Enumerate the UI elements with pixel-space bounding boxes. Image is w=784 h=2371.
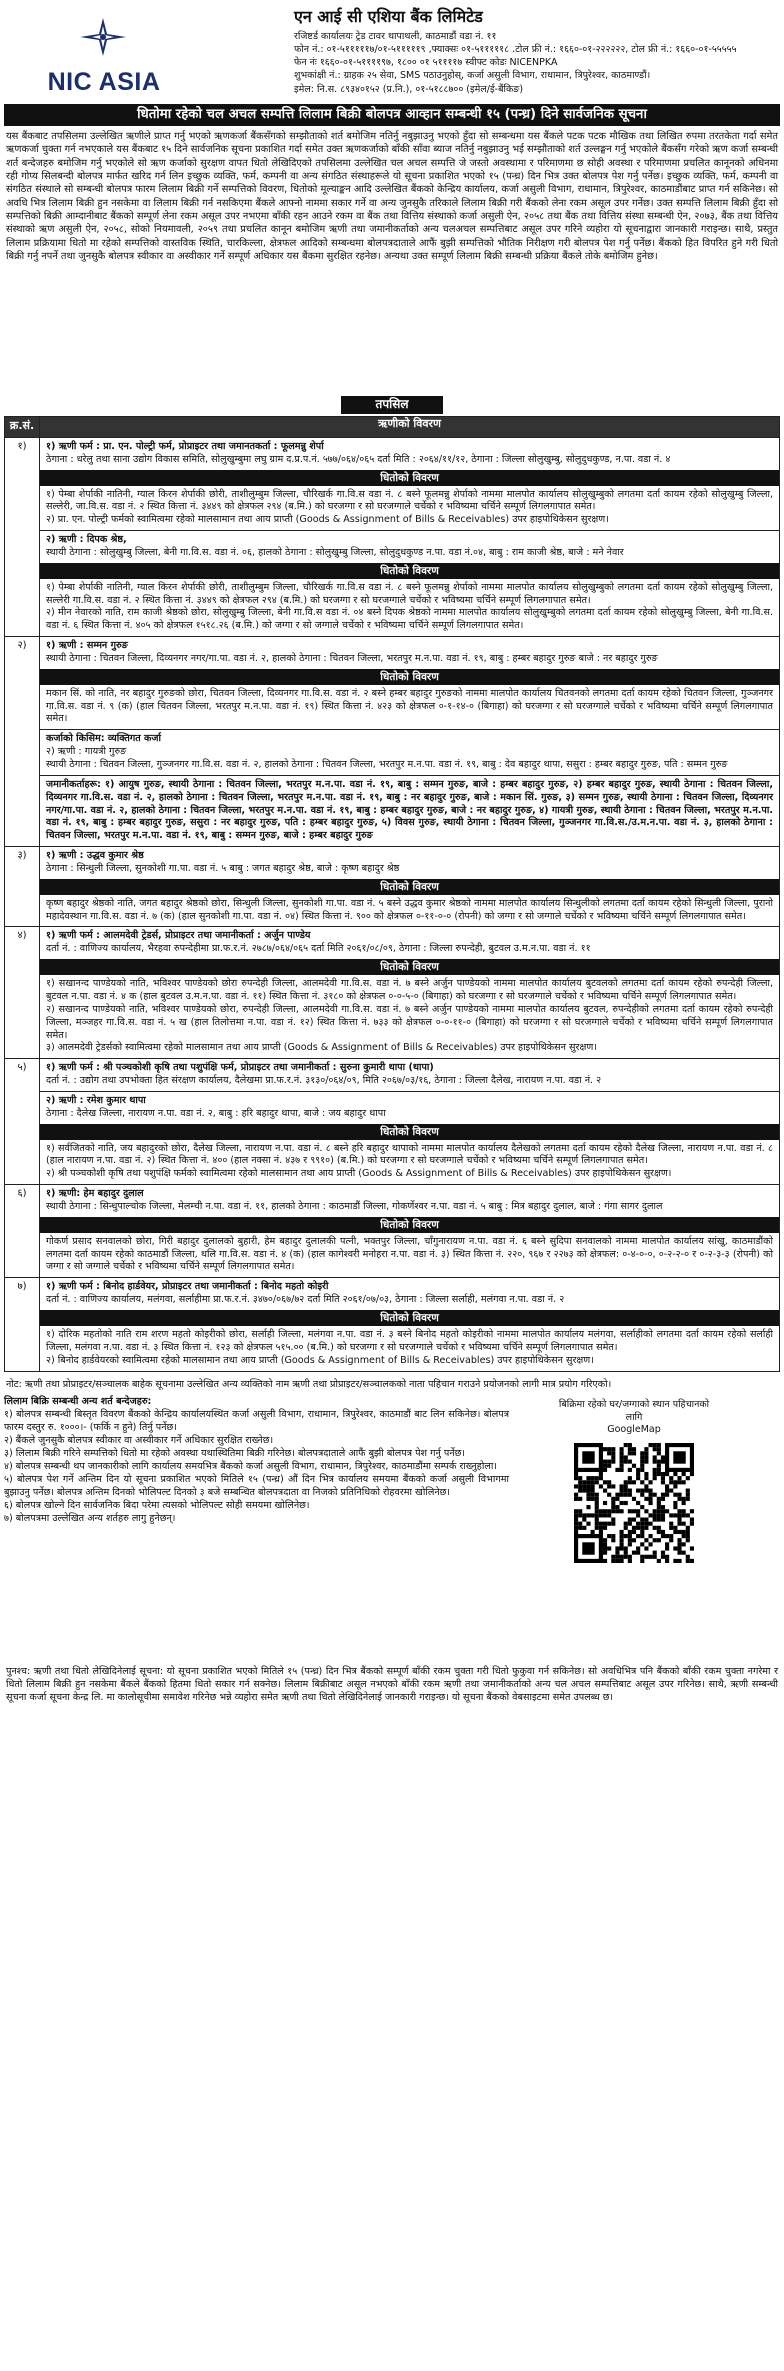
detail-line: २) ऋणी : गायत्री गुरुङ xyxy=(46,746,127,758)
column-header-sn: क्र.सं. xyxy=(5,416,40,437)
detail-line: स्थायी ठेगाना : सिन्धुपाल्चोक जिल्ला, मेलम्ची न.पा. वडा नं. ११, हालको ठेगाना : काठमाडौं जिल्ला, गोकर्णेश्वर न.पा. वडा नं. ५ बाबु : मित्र बहादुर दुलाल, बाजे : गंगा सागर दुलाल xyxy=(46,1200,663,1212)
table-row xyxy=(5,1185,780,1278)
tapsil-heading-wrap xyxy=(4,396,780,414)
detail-line: २) प्रा. एन. पोल्ट्री फर्मको स्वामित्वमा रहेको मालसामान तथा आय प्राप्ती (Goods & Assignment of Bills & Receivables) उपर हाइपोथिकेसन सुरक्षण। xyxy=(46,514,609,526)
detail-line: दर्ता नं. : उद्योग तथा उपभोक्ता हित संरक्षण कार्यालय, दैलेखमा प्रा.फ.र.नं. ३१३०/०६४/०९, मिति २०६७/०३/१६, ठेगाना : जिल्ला दैलेख, नारायण न.पा. वडा नं. २ xyxy=(46,1075,602,1087)
detail-line: २) बिनोद हार्डवेयरको स्वामित्वमा रहेको मालसामान तथा आय प्राप्ती (Goods & Assignment of Bills & Receivables) उपर हाइपोथिकेसन सुरक्षण। xyxy=(46,1354,594,1366)
row-detail xyxy=(40,637,780,847)
detail-line: ठेगाना : सिन्धुली जिल्ला, सुनकोशी गा.पा. वडा नं. ५ बाबु : जगत बहादुर श्रेष्ठ, बाजे : कृष्ण बहादुर श्रेष्ठ xyxy=(46,862,400,874)
table-row xyxy=(5,1059,780,1185)
bank-contact-info xyxy=(294,6,774,96)
contact-line: फेन नंः १६६०-०१-५११११९७, १८०० ०१ ५११११७ स्वीफ्ट कोडः NICENPKA xyxy=(294,57,558,69)
detail-line: १) ऋणी : सम्मन गुरुङ xyxy=(46,640,128,652)
detail-block xyxy=(40,1185,779,1217)
table-body xyxy=(5,437,780,1371)
detail-line: ठेगाना : दैलेख जिल्ला, नारायण न.पा. वडा नं. २, बाबु : हरि बहादुर थापा, बाजे : जय बहादुर थापा xyxy=(46,1107,386,1119)
detail-line: २) ऋणी : रमेश कुमार थापा xyxy=(46,1094,146,1106)
nic-asia-logo-icon xyxy=(78,16,128,58)
detail-block xyxy=(40,1091,779,1124)
contact-line: शुभकांक्षी नं.: ग्राहक २५ सेवा, SMS पठाउनुहोस्, कर्जा असुली विभाग, राधामान, त्रिपुरेश्वर, काठमाण्डौं। xyxy=(294,70,651,82)
detail-line: दर्ता नं. : वाणिज्य कार्यालय, भैरहवा रुपन्देहीमा प्रा.फ.र.नं. २७८७/०६४/०६५ दर्ता मिति २०६१/०८/०९, ठेगाना : जिल्ला रुपन्देही, बुटवल उ.म.न.पा. वडा नं. ११ xyxy=(46,943,591,955)
collateral-subheading: धितोको विवरण xyxy=(40,669,779,685)
contact-line: रजिष्टर्ड कार्यालयः ट्रेड टावर थापाथली, काठमाडौं वडा नं. ११ xyxy=(294,31,497,43)
row-detail xyxy=(40,847,780,927)
detail-block xyxy=(40,775,779,846)
detail-line: स्थायी ठेगाना : चितवन जिल्ला, गुञ्जनगर गा.वि.स. वडा नं. २, हालको ठेगाना : चितवन जिल्ला, भरतपुर म.न.पा. वडा नं. १९, बाबु : देव बहादुर थापा, ससुरा : हम्बर बहादुर गुरुङ, पति : सम्मन गुरुङ xyxy=(46,759,728,771)
detail-block xyxy=(40,895,779,927)
detail-block xyxy=(40,579,779,636)
table-row xyxy=(5,847,780,927)
detail-block xyxy=(40,927,779,959)
detail-line: १) सखानन्द पाण्डेयको नाति, भविश्वर पाण्डेयको छोरा रुपन्देही जिल्ला, आलमदेवी गा.वि.स. वडा नं. ७ बस्ने अर्जुन पाण्डेयको नाममा मालपोत कार्यालय बुटवलको लगतमा दर्ता कायम रहेको रुपन्देही जिल्ला, बुटवल न.पा. वडा नं. ४ क (हाल बुटवल उ.म.न.पा. वडा नं. ११) स्थित कित्ता नं. ३१८० को क्षेत्रफल ०-०-५-० (बिगाहा) को घरजग्गा र सो घरजग्गाले चर्चेको र भविष्यमा चर्चिने सम्पूर्ण लिगलगापात समेत। xyxy=(46,978,773,1002)
row-serial: ७) xyxy=(5,1278,40,1371)
collateral-subheading: धितोको विवरण xyxy=(40,470,779,486)
column-header-detail: ऋणीको विवरण xyxy=(40,416,780,437)
detail-line: २) ऋणी : दिपक श्रेष्ठ, xyxy=(46,534,127,546)
detail-line: ३) आलमदेवी ट्रेडर्सको स्वामित्वमा रहेको मालसामान तथा आय प्राप्ती (Goods & Assignment of Bills & Receivables) उपर हाइपोथिकेसन सुरक्षण। xyxy=(46,1042,597,1054)
detail-block xyxy=(40,685,779,730)
bank-name: एन आई सी एशिया बैंक लिमिटेड xyxy=(294,7,483,26)
row-serial: १) xyxy=(5,437,40,636)
table-header-row xyxy=(5,416,780,437)
notice-body: यस बैंकबाट तपसिलमा उल्लेखित ऋणीले प्राप्त गर्नु भएको ऋणकर्जा बैंकसँगको सम्झौताको शर्त बमोजिम नतिर्नु नबुझाउनु भएको हुँदा सो सम्बन्धमा यस बैंकले पटक पटक मौखिक तथा लिखित रुपमा तरतकेता गर्दा समेत ऋणकर्जा चुक्ता गर्न नभएकाले यस बैंकबाट १५ दिने सार्वजनिक सूचना प्रकाशित गर्दा समेत उक्त ऋणकर्जाको बाँकी साँवा ब्याज नतिर्नु नबुझाउनु भई सम्झौताको शर्त उल्लङ्घन गर्नु भएकोले बैंकसँग गरेको ऋण कर्जा सम्बन्धी शर्त बन्देजहरु बमोजिम गर्नु भएकोले सो ऋण कर्जाको सुरक्षण वापत धितो लेखिदिएको तपसिलमा उल्लेखित चल अचल सम्पत्ति जे जस्तो अवस्थामा र परिमाणमा छ सोही अवस्था र परिमाणमा प्रचलित कानूनको अधिनमा रही गोप्य सिलबन्दी बोलपत्र मार्फत खरिद गर्न लिन इच्छुक व्यक्ति, फर्म, कम्पनी वा अन्य संगठित संस्थाहरूले यो सूचना प्रकाशित भएको १५ (पन्ध्र) दिन भित्र उक्त बोलपत्र पेश गर्नु पर्नेछ। इच्छुक व्यक्ति, फर्म, कम्पनी वा संगठित संस्थाले सो सम्बन्धी बोलपत्र फारम लिलाम बिक्री गर्ने सम्पत्तिको विवरण, धितोको मूल्याङ्कन आदि उल्लेखित बैंकको केन्द्रिय कार्यालय, कर्जा असुली विभाग, राधामान, त्रिपुरेश्वर, काठमाडौंबाट प्राप्त गर्न सकिनेछ। सो अवधि भित्र लिलाम बिक्री हुन नसकेमा वा लिलाम बिक्री गर्न नसकिएमा बैंकले आफ्नो नाममा सकार गर्ने वा अन्य जुनसुकै तरिकाले लिलाम बिक्री गरी बैंकको लेना रकम असूल उपर गर्नेछ। उक्त सम्पत्ति लिलाम बिक्री हुँदा सो सम्पत्तिको बिक्री आम्दानीबाट बैंकको सम्पूर्ण लेना रकम असूल उपर नभएमा बाँकी रहन आउने रकम वा बैंक तथा वित्तिय संस्थाको कर्जा असुली ऐन, २०५८ तथा बैंक तथा वित्तिय संस्था सम्बन्धी ऐन, २०७३, बैंक तथा वित्तिय संस्थाको ऋण असुली ऐन, २०५८, सोको नियमावली, २०५९ तथा प्रचलित कानून बमोजिम ऋणी तथा जमानीकर्ताको अन्य चलअचल सम्पत्तिबाट असूल उपर गरिने व्यहोरा यो सूचनाद्वारा जानकारी गराइन्छ। साथै, प्रस्तुत लिलाम प्रक्रियामा धितो मा रहेको सम्पत्तिको वास्तविक स्थिति, चारकिल्ला, क्षेत्रफल आदिको सम्बन्धमा बोलपत्रदाताले आफैं बुझी सम्पत्तिको भौतिक निरीक्षण गरी बोलपत्र पेश गर्नु पर्नेछ। बैंकको हित विपरित हुने गरी धितो बिक्री गर्नु नपर्ने तथा जुनसुकै बोलपत्र स्वीकार वा अस्वीकार गर्ने सम्पूर्ण अधिकार यस बैंकमा सुरक्षित रहनेछ। अन्यथा उक्त सम्पूर्ण लिलाम बिक्री सम्बन्धी प्रक्रिया बैंकले तोके बमोजिम हुनेछ। xyxy=(6,131,778,262)
detail-line: १) ऋणी फर्म : बिनोद हार्डवेयर, प्रोप्राइटर तथा जमानीकर्ता : बिनोद महतो कोइरी xyxy=(46,1281,329,1293)
footer-note: नोट: ऋणी तथा प्रोप्राइटर/सञ्चालक बाहेक सूचनामा उल्लेखित अन्य व्यक्तिको नाम ऋणी तथा प्रोप्राइटर/सञ्चालकको नाता पहिचान गराउने प्रयोजनको लागी मात्र प्रयोग गरिएको। xyxy=(6,1378,612,1390)
detail-block xyxy=(40,438,779,470)
terms-list xyxy=(4,1395,509,1525)
detail-line: १) ऋणी फर्म : आलमदेवी ट्रेडर्स, प्रोप्राइटर तथा जमानीकर्ता : अर्जुन पाण्डेय xyxy=(46,930,311,942)
terms-heading: लिलाम बिक्रि सम्बन्धी अन्य शर्त बन्देजहरु: xyxy=(4,1395,152,1407)
terms-item: ७) बोलपत्रमा उल्लेखित अन्य शर्तहरु लागु हुनेछन्। xyxy=(4,1513,176,1525)
detail-block xyxy=(40,847,779,879)
qr-code-icon[interactable] xyxy=(574,1443,694,1563)
terms-item: १) बोलपत्र सम्बन्धी बिस्तृत विवरण बैंकको केन्द्रिय कार्यालयस्थित कर्जा असुली विभाग, राधामान, त्रिपुरेश्वर, काठमाडौं बाट लिन सकिनेछ। बोलपत्र फारम दस्तुर रु. १०००।- (फर्कि न हुने) तिर्नु पर्नेछ। xyxy=(4,1408,509,1433)
borrower-table xyxy=(4,416,780,1372)
detail-line: कर्जाको किसिम: व्यक्तिगत कर्जा xyxy=(46,733,162,745)
detail-block xyxy=(40,729,779,775)
table-row xyxy=(5,927,780,1059)
detail-line: ठेगाना : धरेलु तथा साना उद्योग विकास समिति, सोलुखुम्बुमा लघु ग्राम द.प्र.प.नं. ५७७/०६४/०६५ दर्ता मिति : २०६४/११/१२, ठेगाना : जिल्ला सोलुखुम्बु, सोलुदुधकुण्ड, न.पा. वडा नं. ४ xyxy=(46,453,671,465)
collateral-subheading: धितोको विवरण xyxy=(40,1124,779,1140)
detail-line: जमानीकर्ताहरू: १) आयुष गुरुङ, स्थायी ठेगाना : चितवन जिल्ला, भरतपुर म.न.पा. वडा नं. १९, बाबु : सम्मन गुरुङ, बाजे : हम्बर बहादुर गुरुङ, २) हम्बर बहादुर गुरुङ, स्थायी ठेगाना : चितवन जिल्ला, दिव्यनगर गा.वि.स. वडा नं. २, हालको ठेगाना : चितवन जिल्ला, भरतपुर म.न.पा. वडा नं. १९, बाबु : नर बहादुर गुरुङ, बाजे : मकान सिं. गुरुङ, ३) सम्मन गुरुङ, स्थायी ठेगाना : चितवन जिल्ला, दिव्यनगर नगर/गा.पा. वडा नं. २, हालको ठेगाना : चितवन जिल्ला, भरतपुर म.न.पा. वडा नं. १९, बाबु : हम्बर बहादुर गुरुङ, बाजे : नर बहादुर गुरुङ, ४) गायत्री गुरुङ, स्थायी ठेगाना : चितवन जिल्ला, भरतपुर म.न.पा. वडा नं. १९, बाबु : हम्बर बहादुर गुरुङ, ससुरा : नर बहादुर गुरुङ, पति : हम्बर बहादुर गुरुङ, ५) विवस गुरुङ, स्थायी ठेगाना : चितवन जिल्ला, गुञ्जनगर गा.वि.स./उ.म.न.पा. वडा नं. ३, हालको ठेगाना : चितवन जिल्ला, भरतपुर म.न.पा. वडा नं. १९, बाबु : सम्मन गुरुङ, बाजे : हम्बर बहादुर गुरुङ xyxy=(46,778,773,842)
detail-line: स्थायी ठेगाना : चितवन जिल्ला, दिव्यनगर नगर/गा.पा. वडा नं. २, हालको ठेगाना : चितवन जिल्ला, भरतपुर म.न.पा. वडा नं. १९, बाबु : हम्बर बहादुर गुरुङ बाजे : नर बहादुर गुरुङ xyxy=(46,652,658,664)
qr-caption: GoogleMap xyxy=(607,1424,661,1436)
collateral-subheading: धितोको विवरण xyxy=(40,1310,779,1326)
detail-block xyxy=(40,1326,779,1371)
row-detail xyxy=(40,437,780,636)
detail-block xyxy=(40,637,779,669)
collateral-subheading: धितोको विवरण xyxy=(40,879,779,895)
qr-title: बिक्रिमा रहेको घर/जग्गाको स्थान पहिचानको लागि xyxy=(558,1398,710,1423)
detail-line: १) ऋणी फर्म : श्री पञ्चकोशी कृषि तथा पशुपंक्षि फर्म, प्रोप्राइटर तथा जमानीकर्ता : सुरुना कुमारी थापा (थापा) xyxy=(46,1062,434,1074)
table-row xyxy=(5,437,780,636)
closing-note: पुनश्च: ऋणी तथा धितो लेखिदिनेलाई सूचना: यो सूचना प्रकाशित भएको मितिले १५ (पन्ध्र) दिन भित्र बैंकको सम्पूर्ण बाँकी रकम चुक्ता गरी धितो फुकुवा गर्न सकिनेछ। सो अवधिभित्र पनि बैंकको बाँकी रकम चुक्ता नगरेमा र धितो लिलाम बिक्री हुन नसकेमा बैंकले बैंकको हितमा धितो सकार गर्न सक्नेछ। लिलाम बिक्रीबाट असूल नभएको बाँकी रकम ऋणी तथा जमानीकर्ताको अन्य चल अचल सम्पत्तिबाट असूल उपर गरिनेछ। साथै, ऋणी सम्बन्धी सूचना कर्जा सूचना केन्द्र लि. मा कालोसूचीमा समावेश गरिनेछ भन्ने व्यहोरा समेत ऋणी तथा धितो लेखिदिनेलाई जानकारी गराइन्छ। यो सूचना बैंकको वेबसाइटमा समेत उपलब्ध छ। xyxy=(6,1665,778,1703)
notice-title: धितोमा रहेको चल अचल सम्पत्ति लिलाम बिक्री बोलपत्र आव्हान सम्बन्धी १५ (पन्ध्र) दिने सार्वजनिक सूचना xyxy=(4,104,780,126)
detail-block xyxy=(40,1233,779,1278)
table-row xyxy=(5,1278,780,1371)
terms-item: ३) लिलाम बिक्री गरिने सम्पत्तिको धितो मा रहेको अवस्था यथास्थितिमा बिक्री गरिनेछ। बोलपत्रदाताले आफैं बुझी बोलपत्र पेश गर्नु पर्नेछ। xyxy=(4,1447,466,1459)
detail-line: १) पेम्बा शेर्पाकी नातिनी, ग्याल किरन शेर्पाकी छोरी, ताशीलुम्बुम जिल्ला, चौरिखर्क गा.वि.स वडा नं. ८ बस्ने फूलमन्नु शेर्पाको नाममा मालपोत कार्यालय सोलुखुम्बुको लगतमा दर्ता कायम रहेको सोलुखुम्बु जिल्ला, सल्लेरी गा.वि.स. वडा नं. २ स्थित कित्ता नं. ३४४९ को क्षेत्रफल २९४ (ब.मि.) को घरजग्गा र सो घरजग्गाले चर्चेको र भविष्यमा चर्चिने सम्पूर्ण लिगलगापात समेत। xyxy=(46,581,773,606)
row-serial: ३) xyxy=(5,847,40,927)
detail-block xyxy=(40,975,779,1058)
detail-line: १) ऋणी : उद्धव कुमार श्रेष्ठ xyxy=(46,850,144,862)
detail-line: १) सर्वजितको नाति, जय बहादुरको छोरा, दैलेख जिल्ला, नारायण न.पा. वडा नं. ८ बस्ने हरि बहादुर थापाको नाममा मालपोत कार्यालय दैलेखको लगतमा दर्ता कायम रहेको दैलेख जिल्ला, नारायण न.पा. वडा नं. ८ (हाल नारायण न.पा. वडा नं. २) स्थित कित्ता नं. ४०० (हाल नक्सा नं. ४३७ र ९९१०) (ब.मि.) को घरजग्गा र सो घरजग्गाले चर्चेको र भविष्यमा चर्चिने सम्पूर्ण लिगलगापात समेत। xyxy=(46,1142,773,1167)
terms-item: २) बैंकले जुनसुकै बोलपत्र स्वीकार वा अस्वीकार गर्ने अधिकार सुरक्षित राख्नेछ। xyxy=(4,1434,274,1446)
detail-block xyxy=(40,486,779,531)
detail-line: १) ऋणी: हेम बहादुर दुलाल xyxy=(46,1188,144,1200)
bank-header xyxy=(4,0,780,104)
notice-page xyxy=(4,0,780,1704)
detail-block xyxy=(40,530,779,563)
logo-text: NIC ASIA xyxy=(47,68,161,96)
detail-line: १) दोरिक महतोको नाति राम शरण महतो कोइरीको छोरा, सर्लाही जिल्ला, मलंगवा न.पा. वडा नं. ३ बस्ने बिनोद महतो कोइरीको नाममा मालपोत कार्यालय मलंगवा, सर्लाहीको लगतमा दर्ता कायम रहेको सर्लाही जिल्ला, मलंगवा न.पा. वडा नं. ३ स्थित कित्ता नं. १२३ को क्षेत्रफल ५१५.०० (ब.मि.) को घरजग्गा र सो घरजग्गाले चर्चेको र भविष्यमा चर्चिने सम्पूर्ण लिगलगापात समेत। xyxy=(46,1329,773,1353)
detail-block xyxy=(40,1278,779,1310)
tapsil-heading: तपसिल xyxy=(341,396,442,414)
detail-line: २) सखानन्द पाण्डेयको नाति, भविश्वर पाण्डेयको छोरा, रुपन्देही जिल्ला, आलमदेवी गा.वि.स. वडा नं. ७ बस्ने अर्जुन पाण्डेयको नाममा मालपोत कार्यालय बुटवल, रुपन्देहीको लगतमा दर्ता कायम रहेको रुपन्देही जिल्ला, मञ्जहर गा.वि.स. वडा नं. ५ ख (हाल तिलोत्तमा न.पा. वडा नं. १२) स्थित कित्ता नं. ७३३ को क्षेत्रफल ०-०-११-० (बिगाहा) को घरजग्गा र सो घरजग्गाले चर्चेको र भविष्यमा चर्चिने सम्पूर्ण लिगलगापात समेत। xyxy=(46,1003,773,1041)
detail-line: दर्ता नं. : वाणिज्य कार्यालय, मलंगवा, सर्लाहीमा प्रा.फ.र.नं. ३४७०/०६७/७२ दर्ता मिति २०६१/०७/०३, ठेगाना : जिल्ला सर्लाही, मलंगवा न.पा. वडा नं. २ xyxy=(46,1294,565,1306)
table-row xyxy=(5,637,780,847)
row-detail xyxy=(40,1278,780,1371)
bank-logo xyxy=(44,12,164,96)
detail-line: कृष्ण बहादुर श्रेष्ठको नाति, जगत बहादुर श्रेष्ठको छोरा, सिन्धुली जिल्ला, सुनकोशी गा.पा. वडा नं. ५ बस्ने उद्धव कुमार श्रेष्ठको नाममा मालपोत कार्यालय सिन्धुलीको लगतमा दर्ता कायम रहेको सिन्धुली जिल्ला, पुरानो महादेवस्थान गा.वि.स. वडा नं. ७ (क) (हाल सुनकोशी गा.पा. वडा नं. ०४) स्थित कित्ता नं. ९०० को क्षेत्रफल ०-११-०-० (रोपनी) को जग्गा र सो जग्गाले चर्चेको र भविष्यमा चर्चिने सम्पूर्ण लिगलगापात समेत। xyxy=(46,897,773,922)
row-detail xyxy=(40,1059,780,1185)
detail-line: १) ऋणी फर्म : प्रा. एन. पोल्ट्री फर्म, प्रोप्राइटर तथा जमानतकर्ता : फूलमन्नु शेर्पा xyxy=(46,440,324,452)
collateral-subheading: धितोको विवरण xyxy=(40,959,779,975)
detail-line: १) पेम्बा शेर्पाकी नातिनी, ग्याल किरन शेर्पाकी छोरी, ताशीलुम्बुम जिल्ला, चौरिखर्क गा.वि.स वडा नं. ८ बस्ने फूलमन्नु शेर्पाको नाममा मालपोत कार्यालय सोलुखुम्बुको लगतमा दर्ता कायम रहेको सोलुखुम्बु जिल्ला, सल्लेरी, जा.वि.स. वडा नं. २ स्थित कित्ता नं. ३४४९ को क्षेत्रफल २९४ (ब.मि.) को घरजग्गा र सो घरजग्गाले चर्चेको र भविष्यमा चर्चिने सम्पूर्ण लिगलगापात समेत। xyxy=(46,488,773,513)
row-detail xyxy=(40,1185,780,1278)
terms-item: ६) बोलपत्र खोल्ने दिन सार्वजनिक बिदा परेमा त्यसको भोलिपल्ट सोही समयमा खोलिनेछ। xyxy=(4,1499,310,1511)
row-serial: ६) xyxy=(5,1185,40,1278)
contact-line: इमेल: नि.स. ८९३४०१५२ (प्र.नि.), ०१-५१८८७०० (इमेल/ई-बैंकिङ) xyxy=(294,83,524,95)
row-detail xyxy=(40,927,780,1059)
terms-item: ५) बोलपत्र पेश गर्ने अन्तिम दिन यो सूचना प्रकाशित भएको मितिले १५ (पन्ध्र) औं दिन भित्र कार्यालय समयमा बैंकको कर्जा असुली विभागमा बुझाउनु पर्नेछ। बोलपत्र अन्तिम दिनको भोलिपल्ट दिनको ३ बजे सम्बन्धित बोलपत्रदाता वा निजको प्रतिनिधिको रोहवरमा खोलिनेछ। xyxy=(4,1473,509,1498)
qr-box xyxy=(554,1399,714,1564)
collateral-subheading: धितोको विवरण xyxy=(40,1217,779,1233)
notice-footer xyxy=(4,1378,780,1704)
detail-line: मकान सिं. को नाति, नर बहादुर गुरुङको छोरा, चितवन जिल्ला, दिव्यनगर गा.वि.स. वडा नं. २ बस्ने हम्बर बहादुर गुरुङको नाममा मालपोत कार्यालय चितवनको लगतमा दर्ता कायम रहेको चितवन जिल्ला, गुञ्जनगर गा.वि.स. वडा नं. ९ (क) (हाल चितवन जिल्ला, भरतपुर म.न.पा. वडा नं. १९) स्थित कित्ता नं. ४२३ को क्षेत्रफल ०-१-१४-० (बिगाहा) को घरजग्गा र सो घरजग्गाले चर्चेको र भविष्यमा चर्चिने सम्पूर्ण लिगलगापात समेत। xyxy=(46,687,773,725)
collateral-subheading: धितोको विवरण xyxy=(40,563,779,579)
detail-block xyxy=(40,1140,779,1185)
row-serial: ५) xyxy=(5,1059,40,1185)
row-serial: २) xyxy=(5,637,40,847)
detail-line: २) श्री पञ्चकोशी कृषि तथा पशुपंक्षि फर्मको स्वामित्वमा रहेको मालसामान तथा आय प्राप्ती (Goods & Assignment of Bills & Receivables) उपर हाइपोथिकेसन सुरक्षण। xyxy=(46,1168,672,1180)
detail-block xyxy=(40,1059,779,1091)
detail-line: स्थायी ठेगाना : सोलुखुम्बु जिल्ला, बेनी गा.वि.स. वडा नं. ०६, हालको ठेगाना : सोलुखुम्बु जिल्ला, सोलुदुधकुण्ड न.पा. वडा नं.०४, बाबु : राम काजी श्रेष्ठ, बाजे : मने नेवार xyxy=(46,546,624,558)
terms-row xyxy=(4,1395,780,1665)
contact-line: फोन नं.: ०१-५१११११७/०१-५१११११९ ,फ्याक्सः ०१-५१११११८ .टोल फ्री नं.: १६६०-०१-२२२२२२, टोल फ्री नं.: १६६०-०१-५५५५५ xyxy=(294,44,737,56)
detail-line: २) मीन नेवारको नाति, राम काजी श्रेष्ठको छोरा, सोलुखुम्बु जिल्ला, बेनी गा.वि.स वडा नं. ०४ बस्ने दिपक श्रेष्ठको नाममा मालपोत कार्यालय सोलुखुम्बुको लगतमा दर्ता कायम रहेको सोलुखुम्बु जिल्ला, बेनी गा.वि.स. वडा नं. ६ स्थित कित्ता नं. ४०५ को क्षेत्रफल १५१८.२६ (ब.मि.) को जग्गा र सो जग्गाले चर्चेको र भविष्यमा चर्चिने सम्पूर्ण लिगलगापात समेत। xyxy=(46,607,773,632)
row-serial: ४) xyxy=(5,927,40,1059)
terms-item: ४) बोलपत्र सम्बन्धी थप जानकारीको लागि कार्यालय समयभित्र बैंकको कर्जा असुली विभाग, राधामान, त्रिपुरेश्वर, काठमाडौंमा सम्पर्क राख्नुहोला। xyxy=(4,1460,498,1472)
detail-line: गोकर्ण प्रसाद सनवालको छोरा, गिरी बहादुर दुलालको बुहारी, हेम बहादुर दुलालकी पत्नी, भक्तपुर जिल्ला, चाँगुनारायण न.पा. वडा नं. ६ बस्ने सुदिपा सनवालको नाममा मालपोत कार्यालय सांखु, काठमाडौंको लगतमा दर्ता कायम रहेको काठमाडौं जिल्ला, थलि गा.वि.स. वडा नं. ४ (क) (हाल कागेश्वरी मनोहरा न.पा. वडा नं. ३) स्थित कित्ता नं. २२०, ९६७ र २२७३ को क्षेत्रफल: ०-४-०-०, ०-२-२-० र ०-२-३-३ (रोपनी) को जग्गा र सो जग्गाले चर्चेको र भविष्यमा चर्चिने सम्पूर्ण लिगलगापात समेत। xyxy=(46,1235,773,1273)
